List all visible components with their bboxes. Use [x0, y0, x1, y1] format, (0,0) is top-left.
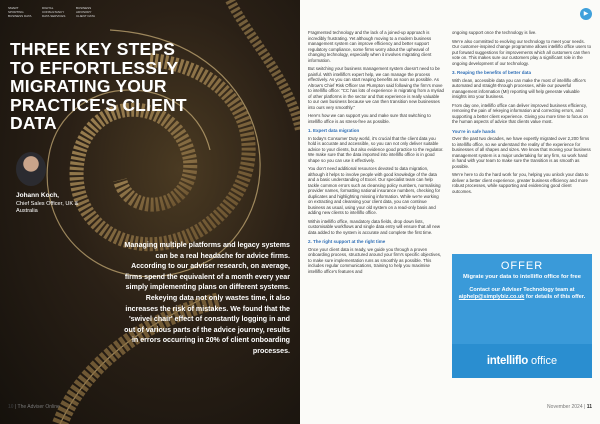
paragraph: ongoing support once the technology is live. — [452, 30, 537, 35]
offer-email-link[interactable]: aiphelp@simplybiz.co.uk — [458, 294, 525, 300]
section-heading: You're in safe hands — [452, 128, 496, 134]
tag: DIGITAL CONSULTANCY DATA SERVICES — [42, 6, 66, 18]
section-heading: 3. Reaping the benefits of better data — [452, 70, 532, 75]
section-heading: 2. The right support at the right time — [308, 239, 386, 244]
offer-contact-post: for details of this offer. — [524, 294, 586, 300]
column-2 — [452, 30, 592, 197]
author-avatar — [16, 152, 46, 186]
paragraph: But switching your business management system doesn't need to be painful. With intelliflo's expert help, we can manage the process effectively. As you can start reaping benefits as soon as possible. As Altrow's Chief Risk Officer Ian Plumpton said following the firm's move to intelliflo office: "CC has lots of experience in migrating from a myriad of other platforms in the sector and that experience is really valuable to our own business because we can then transition new businesses into ours very smoothly." — [308, 66, 444, 110]
tag: BUSINESS ADVISORY CLIENT DATA — [76, 6, 96, 18]
paragraph: Within intelliflo office, mandatory data fields, drop down lists, customisable workflows and single data entry will ensure that all new data added to the system is accurate and complete the first time. — [308, 218, 441, 235]
page-number: 10 — [8, 404, 14, 410]
offer-title: OFFER — [500, 260, 544, 272]
pullquote: Managing multiple platforms and legacy systems can be a real headache for advice firms. According to our adviser research, on average, firms spend the equivalent of a month every year simply implementing plans on different systems. Rekeying data not only wastes time, it also increases the risk of mistakes. We found that the 'swivel chair' effect of constantly logging in and out of various parts of the advice journey, results in errors occurring in 20% of client onboarding processes. — [124, 241, 290, 355]
article-title: THREE KEY STEPS TO EFFORTLESSLY MIGRATING YOUR PRACTICE'S CLIENT DATA — [10, 39, 187, 133]
offer-contact-pre: Contact our Adviser Technology team at — [469, 287, 575, 293]
author-role: Chief Sales Officer, UK & Australia — [16, 201, 79, 214]
brand-name: intelliflo — [486, 355, 528, 367]
play-icon[interactable]: ▶ — [580, 8, 592, 20]
page-number: 11 — [586, 404, 592, 410]
top-tags — [8, 6, 102, 18]
brand-product: office — [531, 355, 558, 367]
footer-left — [8, 404, 60, 410]
paragraph: We're here to do the hard work for you, helping you unlock your data to deliver a better client experience, greater business efficiency and more robust processes, while supporting and evidencing good client outcomes. — [452, 172, 589, 194]
section-heading: 1. Expert data migration — [308, 128, 360, 133]
paragraph: From day one, intelliflo office can deliver improved business efficiency, removing the pain of rekeying information and correcting errors, and supporting a better client experience. Giving you more time to focus on the human aspects of advice that clients value most. — [452, 102, 588, 124]
paragraph: Once your client data is ready, we guide you through a proven onboarding process, structured around your firm's specific objectives, to make sure implementation runs as smoothly as possible. This includes regular communications, training to help you maximise intelliflo office's features and — [308, 246, 442, 274]
offer-contact — [452, 287, 592, 301]
paragraph: Here's how we can support you and make sure that switching to intelliflo office is as stress-free as possible. — [308, 113, 431, 124]
footer-right — [547, 404, 592, 410]
paragraph: In today's Consumer Duty world, it's crucial that the client data you hold is accurate and accessible, so you can not only deliver suitable advice to your clients, but also evidence good practice to the regulator. We make sure that the data imported into intelliflo office is in good shape so you can use it effectively. — [308, 135, 444, 163]
column-1 — [308, 30, 444, 277]
tag: SMART SPORTING BUSINESS DATA — [8, 6, 32, 18]
paragraph: We're also committed to evolving our technology to meet your needs. Our customer-inspired change programme allows intelliflo office users to put forward suggestions for improvements which all customers can then vote on. This makes sure our customers play a significant role in the ongoing development of our technology. — [452, 38, 591, 66]
author-name: Johann Koch, — [16, 192, 59, 199]
issue-date: November 2024 | — [547, 404, 586, 410]
paragraph: You don't need additional resources devoted to data migration, although it helps to involve people with good knowledge of the data and a basic understanding of Excel. Our specialist team can help tackle common errors such as cleansing policy numbers, normalising provider names, formatting national insurance numbers, checking for duplicates and highlighting missing information. While we're working on extracting and cleansing your client data, you can continue business as usual, using your old system on a read-only basis and adding new clients to intelliflo office. — [308, 166, 441, 215]
intelliflo-logo — [452, 344, 592, 378]
offer-box — [452, 254, 592, 344]
publication-name: | The Adviser Online — [14, 404, 60, 410]
paragraph: With clean, accessible data you can make the most of intelliflo office's automated and straight-through processes, while our powerful management information (MI) reporting will help generate valuable insights into your business. — [452, 77, 586, 99]
paragraph: Fragmented technology and the lack of a joined-up approach is incredibly frustrating. Yet although moving to a modern business management system can improve efficiency and better support regulatory compliance, some firms worry about the upheaval of changing technology, especially when it involves migrating client information. — [308, 30, 432, 63]
paragraph: Over the past two decades, we have expertly migrated over 2,200 firms to intelliflo office, so we understand the reality of the experience for businesses of all shapes and sizes. We know that moving your business management system is a major undertaking for any firm, so work hand in hand with your team to make sure the transition is as smooth as possible. — [452, 136, 591, 169]
offer-subtitle: Migrate your data to intelliflo office for free — [463, 274, 581, 280]
